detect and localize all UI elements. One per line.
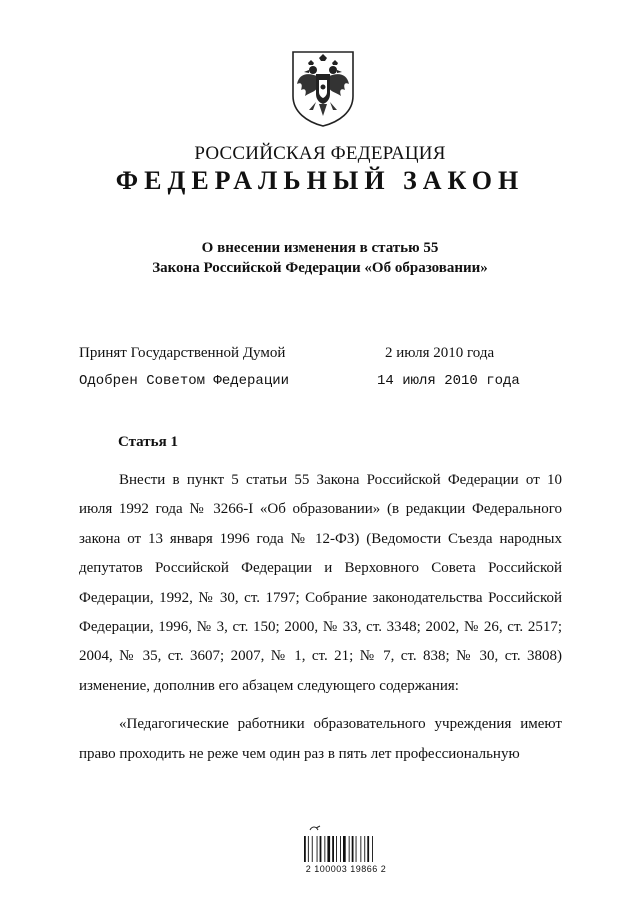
barcode (296, 824, 396, 884)
law-title-line-2: Закона Российской Федерации «Об образовании» (152, 260, 488, 276)
article-body (79, 466, 562, 769)
council-approval-label: Одобрен Советом Федерации (79, 373, 290, 389)
law-title (0, 238, 640, 278)
barcode-bar (324, 836, 325, 862)
coat-of-arms-emblem (289, 48, 357, 128)
barcode-bar (308, 836, 309, 862)
article-paragraph-1: Внести в пункт 5 статьи 55 Закона Российской Федерации от 10 июля 1992 года № 3266-I «Об образовании» (в редакции Федерального закона от 13 января 1996 года № 12-ФЗ) (Ведомости Съезда народных депутатов Российской Федерации и Верховного Совета Российской Федерации, 1992, № 30, ст. 1797; Собрание законодательства Российской Федерации, 1996, № 3, ст. 150; 2000, № 33, ст. 3348; 2002, № 26, ст. 2517; 2004, № 35, ст. 3607; 2007, № 1, ст. 21; № 7, ст. 838; № 30, ст. 3808) изменение, дополнив его абзацем следующего содержания: (79, 472, 562, 694)
barcode-bar (304, 836, 306, 862)
barcode-bar (312, 836, 313, 862)
barcode-bar (343, 836, 346, 862)
article-heading: Статья 1 (118, 434, 178, 450)
duma-adoption-date: 2 июля 2010 года (385, 345, 495, 361)
barcode-bar (336, 836, 337, 862)
duma-adoption-label: Принят Государственной Думой (79, 345, 286, 361)
barcode-bar (360, 836, 361, 862)
barcode-bar (364, 836, 365, 862)
barcode-icon (296, 824, 396, 864)
double-headed-eagle-icon (289, 48, 357, 128)
barcode-bar (320, 836, 322, 862)
law-title-line-1: О внесении изменения в статью 55 (201, 240, 439, 256)
country-name: РОССИЙСКАЯ ФЕДЕРАЦИЯ (194, 143, 446, 164)
barcode-bar (332, 836, 334, 862)
council-approval-date: 14 июля 2010 года (377, 373, 520, 389)
barcode-bar (372, 836, 373, 862)
barcode-bar (352, 836, 354, 862)
barcode-bar (317, 836, 318, 862)
barcode-bar (356, 836, 357, 862)
barcode-bar (367, 836, 369, 862)
barcode-bar (349, 836, 350, 862)
barcode-bar (340, 836, 341, 862)
barcode-number: 2 100003 19866 2 (305, 864, 387, 874)
document-type: ФЕДЕРАЛЬНЫЙ ЗАКОН (115, 166, 525, 195)
barcode-bar (327, 836, 330, 862)
article-paragraph-2: «Педагогические работники образовательного учреждения имеют право проходить не реже чем один раз в пять лет профессиональную (79, 716, 562, 762)
